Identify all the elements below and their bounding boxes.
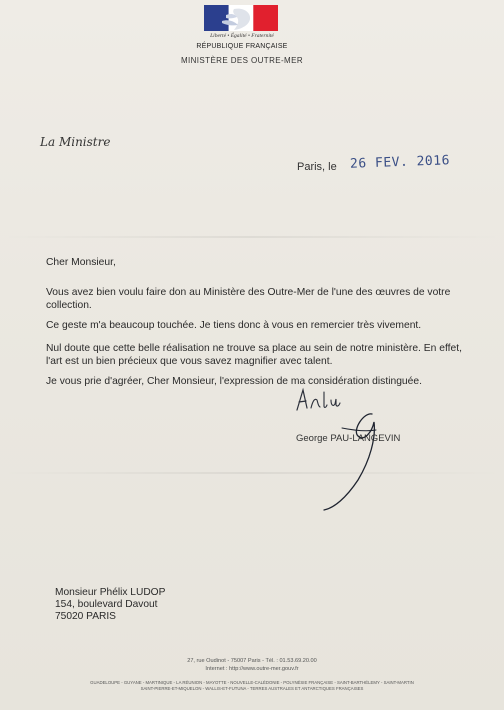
footer-territories-line-2: SAINT-PIERRE-ET-MIQUELON - WALLIS-ET-FUTUNA - TERRES AUSTRALES ET ANTARCTIQUES FRANÇAISES: [140, 686, 364, 691]
body-paragraph-3-line-1: Nul doute que cette belle réalisation ne trouve sa place au sein de notre ministère. En effet,: [46, 343, 462, 354]
ministry-name: MINISTÈRE DES OUTRE-MER: [180, 56, 304, 65]
paper-fold: [0, 236, 504, 238]
signer-name: George PAU-LANGEVIN: [296, 433, 401, 444]
footer-internet: Internet : http://www.outre-mer.gouv.fr: [205, 666, 299, 672]
salutation: Cher Monsieur,: [46, 257, 116, 268]
marianne-logo-icon: [204, 5, 278, 31]
date-stamp: 26 FEV. 2016: [349, 153, 451, 172]
body-paragraph-2: Ce geste m'a beaucoup touchée. Je tiens donc à vous en remercier très vivement.: [46, 320, 422, 331]
footer-address: 27, rue Oudinot - 75007 Paris - Tél. : 01.53.69.20.00: [187, 658, 317, 664]
closing-formula: Je vous prie d'agréer, Cher Monsieur, l'expression de ma considération distinguée.: [46, 376, 422, 387]
sender-title: La Ministre: [40, 135, 111, 149]
letter-place: Paris, le: [297, 161, 337, 173]
recipient-city: 75020 PARIS: [55, 611, 116, 622]
body-paragraph-1-line-2: collection.: [46, 300, 92, 311]
footer-territories-line-1: GUADELOUPE - GUYANE - MARTINIQUE - LA RÉUNION - MAYOTTE - NOUVELLE-CALÉDONIE - POLYNÉSIE FRANÇAISE - SAINT-BARTHÉLEMY - SAINT-MARTIN: [90, 680, 414, 685]
body-paragraph-1-line-1: Vous avez bien voulu faire don au Ministère des Outre-Mer de l'une des œuvres de votre: [46, 287, 451, 298]
recipient-street: 154, boulevard Davout: [55, 599, 158, 610]
republic-name: RÉPUBLIQUE FRANÇAISE: [196, 43, 288, 50]
republic-motto: Liberté • Égalité • Fraternité: [210, 33, 274, 39]
recipient-name: Monsieur Phélix LUDOP: [55, 587, 166, 598]
paper-fold: [0, 472, 504, 474]
body-paragraph-3-line-2: l'art est un bien précieux que vous savez magnifier avec talent.: [46, 356, 333, 367]
signature-icon: [312, 410, 392, 515]
